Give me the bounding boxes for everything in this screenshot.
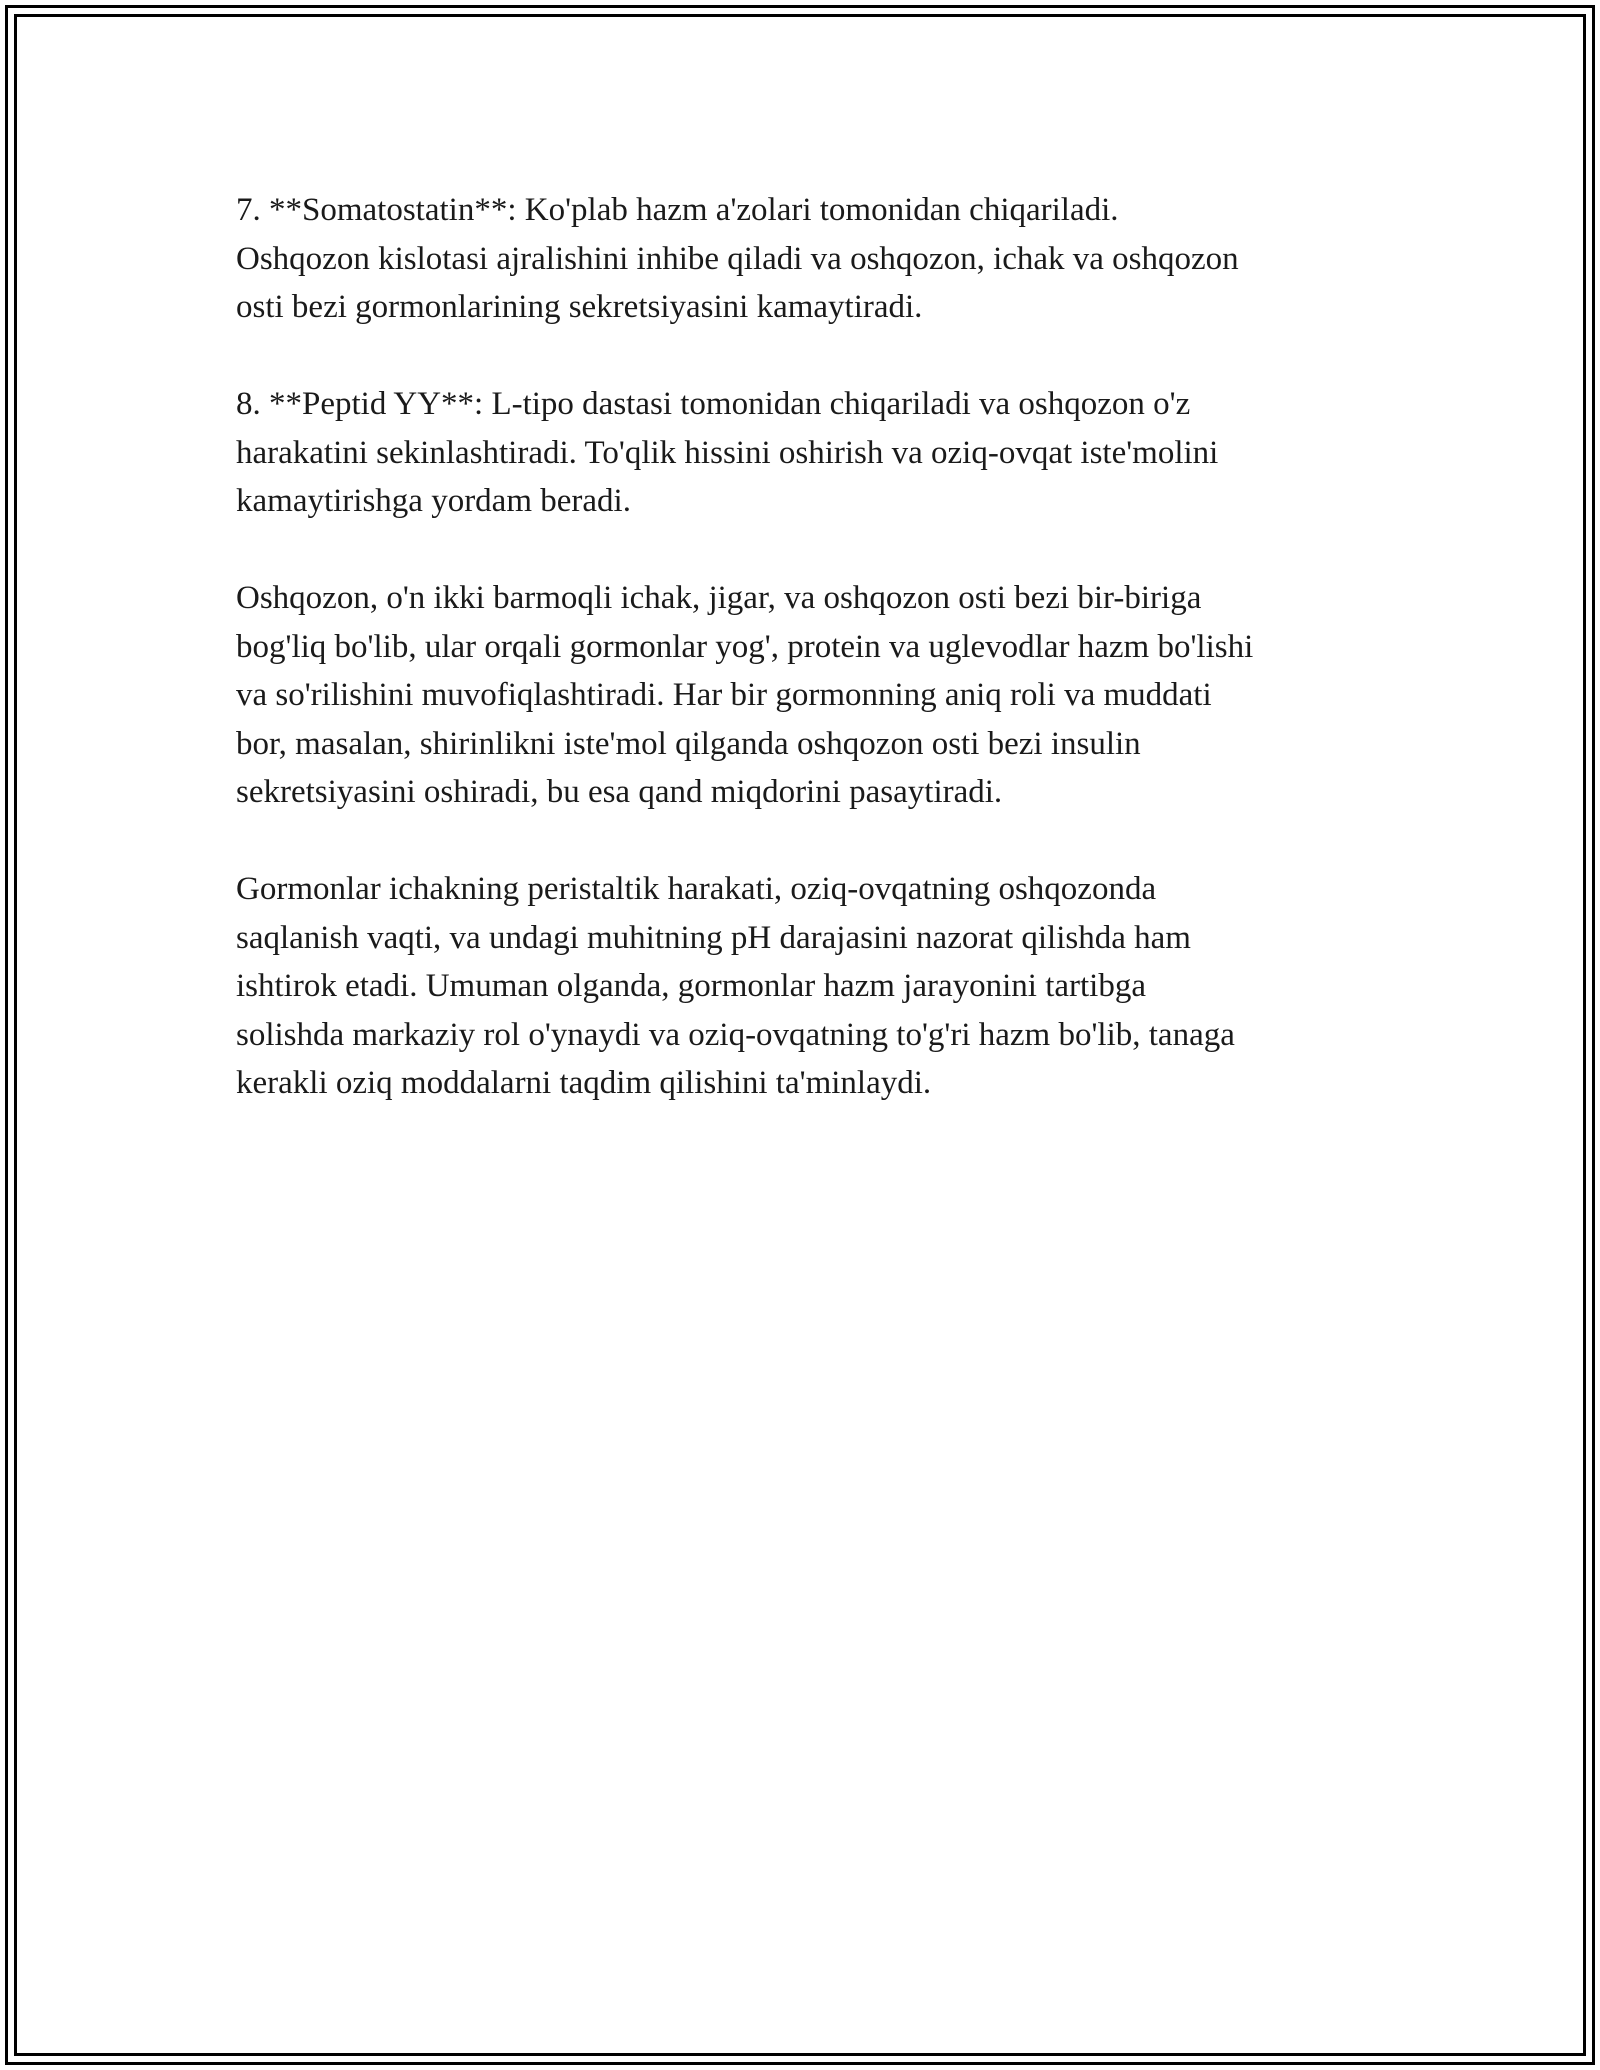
text-line: solishda markaziy rol o'ynaydi va oziq-ovqatning to'g'ri hazm bo'lib, tanaga [236,1016,1235,1053]
text-line: ishtirok etadi. Umuman olganda, gormonlar hazm jarayonini tartibga [236,968,1146,1004]
paragraph-somatostatin [236,186,1386,332]
text-line: sekretsiyasini oshiradi, bu esa qand miqdorini pasaytiradi. [236,774,1003,810]
paragraph-peptid-yy [236,380,1386,526]
text-line: osti bezi gormonlarining sekretsiyasini kamaytiradi. [236,289,923,325]
paragraph-organs [236,574,1386,817]
text-line: kamaytirishga yordam beradi. [236,483,631,519]
text-line: Gormonlar ichakning peristaltik harakati, oziq-ovqatning oshqozonda [236,871,1157,907]
text-line: 8. **Peptid YY**: L-tipo dastasi tomonidan chiqariladi va oshqozon o'z [236,386,1191,422]
text-line: 7. **Somatostatin**: Ko'plab hazm a'zolari tomonidan chiqariladi. [236,192,1119,228]
text-line: va so'rilishini muvofiqlashtiradi. Har bir gormonning aniq roli va muddati [236,677,1212,713]
text-line: Oshqozon, o'n ikki barmoqli ichak, jigar, va oshqozon osti bezi bir-biriga [236,580,1202,616]
text-line: kerakli oziq moddalarni taqdim qilishini ta'minlaydi. [236,1065,932,1101]
text-line: bor, masalan, shirinlikni iste'mol qilganda oshqozon osti bezi insulin [236,725,1141,762]
text-line: harakatini sekinlashtiradi. To'qlik hissini oshirish va oziq-ovqat iste'molini [236,434,1219,471]
paragraph-conclusion [236,865,1386,1108]
text-line: bog'liq bo'lib, ular orqali gormonlar yog', protein va uglevodlar hazm bo'lishi [236,628,1254,665]
text-line: Oshqozon kislotasi ajralishini inhibe qiladi va oshqozon, ichak va oshqozon [236,240,1239,277]
text-line: saqlanish vaqti, va undagi muhitning pH darajasini nazorat qilishda ham [236,919,1191,956]
document-body [236,186,1386,1156]
